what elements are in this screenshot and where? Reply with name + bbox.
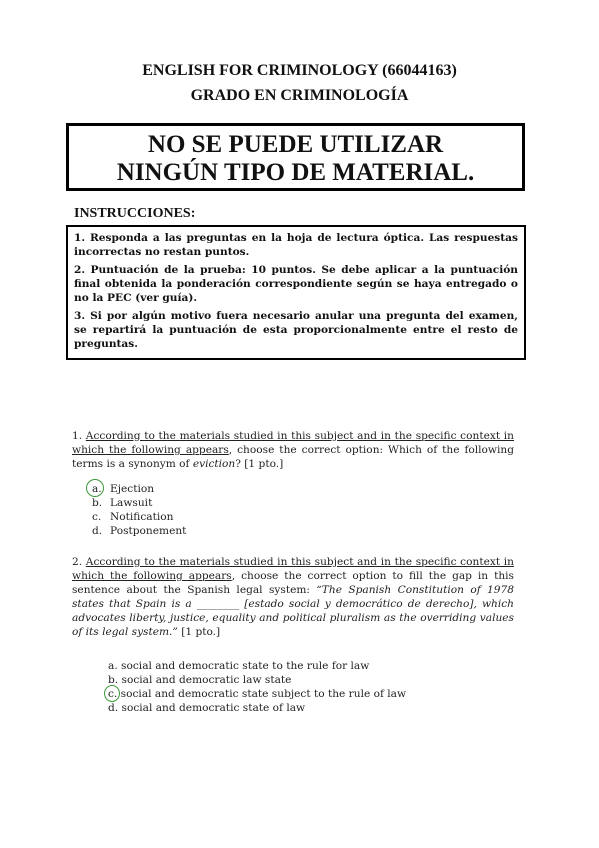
option-text: social and democratic state to the rule for law	[117, 660, 370, 672]
option-text: Lawsuit	[110, 497, 153, 509]
option-letter: b.	[92, 497, 103, 509]
option-letter: a.	[108, 660, 118, 672]
warning-line-1: NO SE PUEDE UTILIZAR	[147, 131, 444, 158]
question-points: [1 pto.]	[177, 626, 221, 638]
option-text: Notification	[110, 511, 174, 523]
question-context-underlined: According to the materials studied in this subject and in the specific context in which the following appears	[72, 556, 514, 582]
option-letter: a.	[92, 483, 102, 495]
instruction-item: 3. Si por algún motivo fuera necesario anular una pregunta del examen, se repartirá la puntuación de esta proporcionalmente entre el resto de preguntas.	[74, 310, 518, 350]
option-letter: d.	[92, 525, 103, 537]
instructions-box	[66, 225, 526, 360]
option-letter: c.	[92, 511, 102, 523]
option-text: social and democratic state of law	[118, 702, 306, 714]
question-1-option-b[interactable]	[92, 496, 152, 510]
option-text: social and democratic law state	[118, 674, 292, 686]
question-number: 2.	[72, 556, 86, 568]
course-title: ENGLISH FOR CRIMINOLOGY (66044163)	[142, 62, 457, 79]
question-term: eviction	[192, 458, 236, 470]
degree-title: GRADO EN CRIMINOLOGÍA	[190, 87, 409, 104]
selected-answer-circle	[104, 685, 120, 702]
question-1-option-d[interactable]	[92, 524, 186, 538]
question-2-option-a[interactable]	[108, 659, 369, 673]
warning-line-2: NINGÚN TIPO DE MATERIAL.	[116, 159, 475, 186]
question-points: ? [1 pto.]	[235, 458, 284, 470]
question-2-option-d[interactable]	[108, 701, 305, 715]
option-text: Postponement	[110, 525, 187, 537]
question-prompt: , choose the correct option: Which of the following terms is a synonym of	[72, 444, 514, 470]
option-letter: c.	[108, 688, 118, 700]
selected-answer-circle	[86, 479, 104, 497]
instructions-heading: INSTRUCCIONES:	[74, 206, 196, 221]
question-1-option-c[interactable]	[92, 510, 173, 524]
question-2-option-c[interactable]	[108, 687, 406, 701]
question-context-underlined: According to the materials studied in this subject and in the specific context in which the following appears	[72, 430, 514, 456]
option-text: Ejection	[110, 483, 155, 495]
question-1-text	[72, 429, 514, 471]
no-material-warning-box	[66, 123, 525, 191]
instruction-item: 2. Puntuación de la prueba: 10 puntos. Se debe aplicar a la puntuación final obtenida la ponderación correspondiente según se haya entregado o no la PEC (ver guía).	[74, 264, 518, 304]
question-prompt: , choose the correct option to fill the gap in this sentence about the Spanish legal system:	[72, 570, 514, 596]
question-2-option-b[interactable]	[108, 673, 291, 687]
option-text: social and democratic state subject to the rule of law	[117, 688, 407, 700]
option-letter: b.	[108, 674, 119, 686]
question-quote: “The Spanish Constitution of 1978 states that Spain is a ________ [estado social y democrático de derecho], which advocates liberty, justice, equality and political pluralism as the overriding values of its legal system.”	[72, 584, 514, 638]
question-number: 1.	[72, 430, 86, 442]
question-2-text	[72, 555, 514, 639]
option-letter: d.	[108, 702, 119, 714]
instruction-item: 1. Responda a las preguntas en la hoja de lectura óptica. Las respuestas incorrectas no restan puntos.	[74, 232, 518, 258]
